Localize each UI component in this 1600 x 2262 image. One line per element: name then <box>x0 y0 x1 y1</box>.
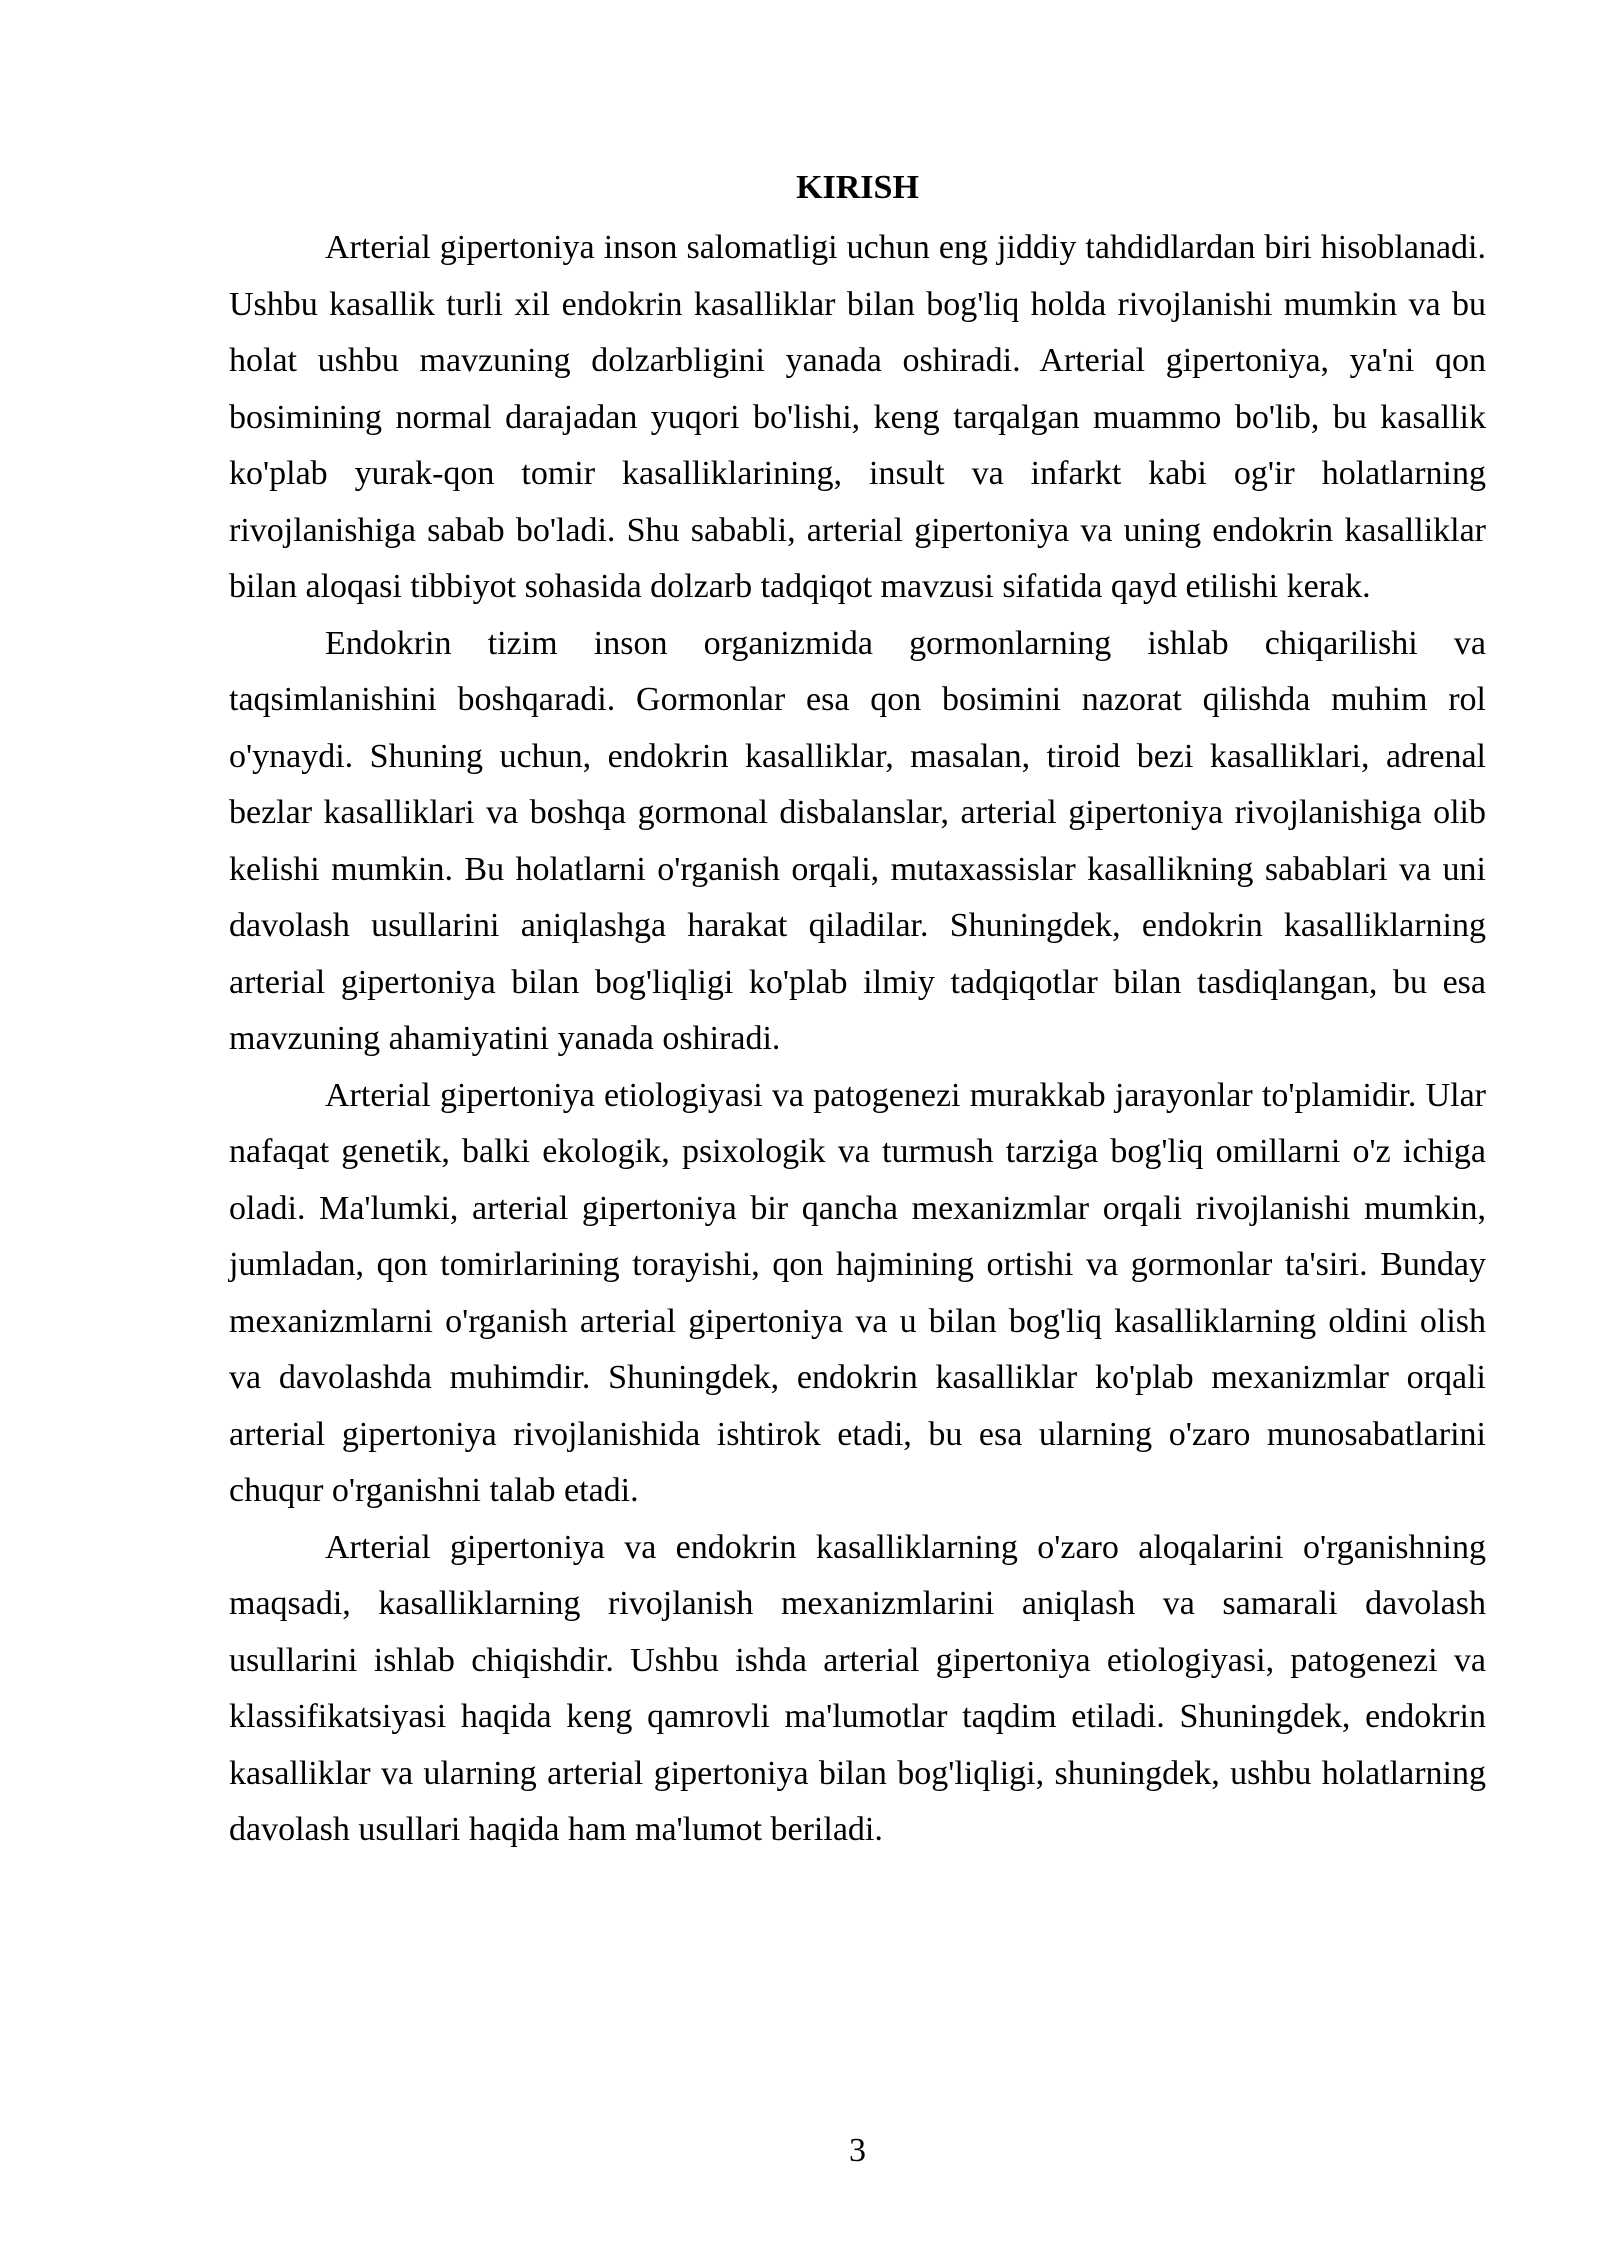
paragraph-2: Endokrin tizim inson organizmida gormonlarning ishlab chiqarilishi va taqsimlanishini boshqaradi. Gormonlar esa qon bosimini nazorat qilishda muhim rol o'ynaydi. Shuning uchun, endokrin kasalliklar, masalan, tiroid bezi kasalliklari, adrenal bezlar kasalliklari va boshqa gormonal disbalanslar, arterial gipertoniya rivojlanishiga olib kelishi mumkin. Bu holatlarni o'rganish orqali, mutaxassislar kasallikning sabablari va uni davolash usullarini aniqlashga harakat qiladilar. Shuningdek, endokrin kasalliklarning arterial gipertoniya bilan bog'liqligi ko'plab ilmiy tadqiqotlar bilan tasdiqlangan, bu esa mavzuning ahamiyatini yanada oshiradi. <box>229 624 1486 1057</box>
paragraph-1: Arterial gipertoniya inson salomatligi uchun eng jiddiy tahdidlardan biri hisoblanadi. Ushbu kasallik turli xil endokrin kasalliklar bilan bog'liq holda rivojlanishi mumkin va bu holat ushbu mavzuning dolzarbligini yanada oshiradi. Arterial gipertoniya, ya'ni qon bosimining normal darajadan yuqori bo'lishi, keng tarqalgan muammo bo'lib, bu kasallik ko'plab yurak-qon tomir kasalliklarining, insult va infarkt kabi og'ir holatlarning rivojlanishiga sabab bo'ladi. Shu sababli, arterial gipertoniya va uning endokrin kasalliklar bilan aloqasi tibbiyot sohasida dolzarb tadqiqot mavzusi sifatida qayd etilishi kerak. <box>229 229 1486 605</box>
page-content <box>229 160 1486 1859</box>
paragraph-3: Arterial gipertoniya etiologiyasi va patogenezi murakkab jarayonlar to'plamidir. Ular nafaqat genetik, balki ekologik, psixologik va turmush tarziga bog'liq omillarni o'z ichiga oladi. Ma'lumki, arterial gipertoniya bir qancha mexanizmlar orqali rivojlanishi mumkin, jumladan, qon tomirlarining torayishi, qon hajmining ortishi va gormonlar ta'siri. Bunday mexanizmlarni o'rganish arterial gipertoniya va u bilan bog'liq kasalliklarning oldini olish va davolashda muhimdir. Shuningdek, endokrin kasalliklar ko'plab mexanizmlar orqali arterial gipertoniya rivojlanishida ishtirok etadi, bu esa ularning o'zaro munosabatlarini chuqur o'rganishni talab etadi. <box>229 1076 1486 1509</box>
paragraph-4: Arterial gipertoniya va endokrin kasalliklarning o'zaro aloqalarini o'rganishning maqsadi, kasalliklarning rivojlanish mexanizmlarini aniqlash va samarali davolash usullarini ishlab chiqishdir. Ushbu ishda arterial gipertoniya etiologiyasi, patogenezi va klassifikatsiyasi haqida keng qamrovli ma'lumotlar taqdim etiladi. Shuningdek, endokrin kasalliklar va ularning arterial gipertoniya bilan bog'liqligi, shuningdek, ushbu holatlarning davolash usullari haqida ham ma'lumot beriladi. <box>229 1528 1486 1848</box>
section-title: KIRISH <box>796 169 919 206</box>
page-number: 3 <box>849 2132 866 2169</box>
